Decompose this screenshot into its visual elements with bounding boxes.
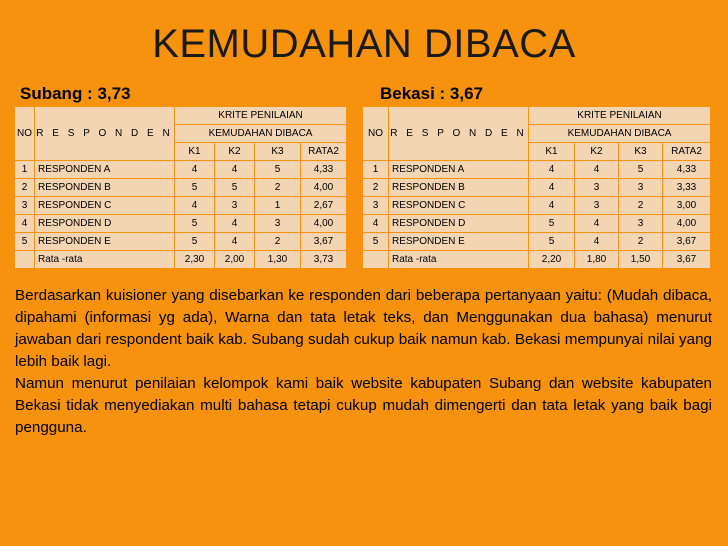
average-row [363,251,711,269]
row-no: 5 [15,233,35,251]
row-rata: 3,00 [663,197,711,215]
responden-header: R E S P O N D E N [389,107,529,161]
row-k2: 4 [575,233,619,251]
avg-rata: 3,73 [301,251,347,269]
row-k1: 4 [175,197,215,215]
row-rata: 4,00 [301,179,347,197]
row-rata: 3,33 [663,179,711,197]
table-header-row [15,107,347,125]
avg-label: Rata -rata [389,251,529,269]
row-k1: 5 [529,233,575,251]
avg-no-cell [363,251,389,269]
row-no: 5 [363,233,389,251]
row-k2: 4 [215,215,255,233]
row-no: 4 [15,215,35,233]
conclusion-paragraph-1: Berdasarkan kuisioner yang disebarkan ke responden dari beberapa pertanyaan yaitu: (Mudah dibaca, dipahami (informasi yg ada), Warna dan tata letak teks, dan Menggunakan dua bahasa) menurut jawaban dari respondent baik kab. Subang sudah cukup baik namun kab. Bekasi mempunyai nilai yang lebih baik lagi. [15,287,712,370]
row-k2: 3 [215,197,255,215]
row-k2: 4 [575,215,619,233]
row-k2: 4 [215,161,255,179]
avg-label: Rata -rata [35,251,175,269]
page-title: KEMUDAHAN DIBACA [152,22,576,66]
row-k1: 5 [175,233,215,251]
row-rata: 4,33 [663,161,711,179]
row-name: RESPONDEN B [389,179,529,197]
table-row [15,215,347,233]
row-k2: 4 [575,161,619,179]
bekasi-score-label: Bekasi : 3,67 [380,84,484,103]
row-name: RESPONDEN B [35,179,175,197]
row-k3: 2 [255,233,301,251]
row-k2: 4 [215,233,255,251]
table-row [363,233,711,251]
row-k1: 5 [529,215,575,233]
row-no: 2 [363,179,389,197]
row-rata: 2,67 [301,197,347,215]
avg-k1: 2,20 [529,251,575,269]
row-k1: 4 [529,161,575,179]
row-no: 1 [15,161,35,179]
row-name: RESPONDEN A [389,161,529,179]
avg-k2: 1,80 [575,251,619,269]
kemudahan-header: KEMUDAHAN DIBACA [175,125,347,143]
row-rata: 3,67 [301,233,347,251]
table-row [15,233,347,251]
row-k3: 3 [619,179,663,197]
avg-k3: 1,30 [255,251,301,269]
avg-no-cell [15,251,35,269]
table-row [363,161,711,179]
row-no: 2 [15,179,35,197]
row-no: 4 [363,215,389,233]
table-row [15,161,347,179]
row-k1: 4 [529,179,575,197]
row-name: RESPONDEN D [35,215,175,233]
subang-score-table [14,106,347,269]
row-k3: 5 [619,161,663,179]
k1-header: K1 [529,143,575,161]
row-k3: 3 [255,215,301,233]
kriteria-header: KRITE PENILAIAN [529,107,711,125]
rata-header: RATA2 [663,143,711,161]
row-name: RESPONDEN E [35,233,175,251]
conclusion-paragraph-2: Namun menurut penilaian kelompok kami baik website kabupaten Subang dan website kabupaten Bekasi tidak menyediakan multi bahasa tetapi cukup mudah dimengerti dan tata letak yang baik bagi pengguna. [15,375,712,436]
table-header-row [363,107,711,125]
avg-k3: 1,50 [619,251,663,269]
subang-score-label: Subang : 3,73 [20,84,131,103]
row-rata: 4,00 [663,215,711,233]
row-name: RESPONDEN C [35,197,175,215]
avg-k1: 2,30 [175,251,215,269]
row-k1: 4 [529,197,575,215]
avg-rata: 3,67 [663,251,711,269]
row-no: 1 [363,161,389,179]
row-k2: 3 [575,197,619,215]
row-k1: 4 [175,161,215,179]
row-no: 3 [15,197,35,215]
row-k1: 5 [175,179,215,197]
table-row [363,197,711,215]
row-name: RESPONDEN A [35,161,175,179]
row-k3: 3 [619,215,663,233]
kemudahan-header: KEMUDAHAN DIBACA [529,125,711,143]
row-rata: 3,67 [663,233,711,251]
k3-header: K3 [255,143,301,161]
responden-header: R E S P O N D E N [35,107,175,161]
row-name: RESPONDEN D [389,215,529,233]
row-rata: 4,33 [301,161,347,179]
no-header: NO [363,107,389,161]
row-k3: 2 [255,179,301,197]
k2-header: K2 [575,143,619,161]
row-k3: 5 [255,161,301,179]
kriteria-header: KRITE PENILAIAN [175,107,347,125]
row-rata: 4,00 [301,215,347,233]
k2-header: K2 [215,143,255,161]
rata-header: RATA2 [301,143,347,161]
row-no: 3 [363,197,389,215]
average-row [15,251,347,269]
bekasi-score-table [362,106,711,269]
table-row [363,215,711,233]
row-k2: 5 [215,179,255,197]
k3-header: K3 [619,143,663,161]
row-k1: 5 [175,215,215,233]
table-row [363,179,711,197]
row-k2: 3 [575,179,619,197]
row-k3: 2 [619,233,663,251]
k1-header: K1 [175,143,215,161]
row-k3: 2 [619,197,663,215]
no-header: NO [15,107,35,161]
table-row [15,197,347,215]
row-k3: 1 [255,197,301,215]
table-row [15,179,347,197]
avg-k2: 2,00 [215,251,255,269]
row-name: RESPONDEN E [389,233,529,251]
row-name: RESPONDEN C [389,197,529,215]
